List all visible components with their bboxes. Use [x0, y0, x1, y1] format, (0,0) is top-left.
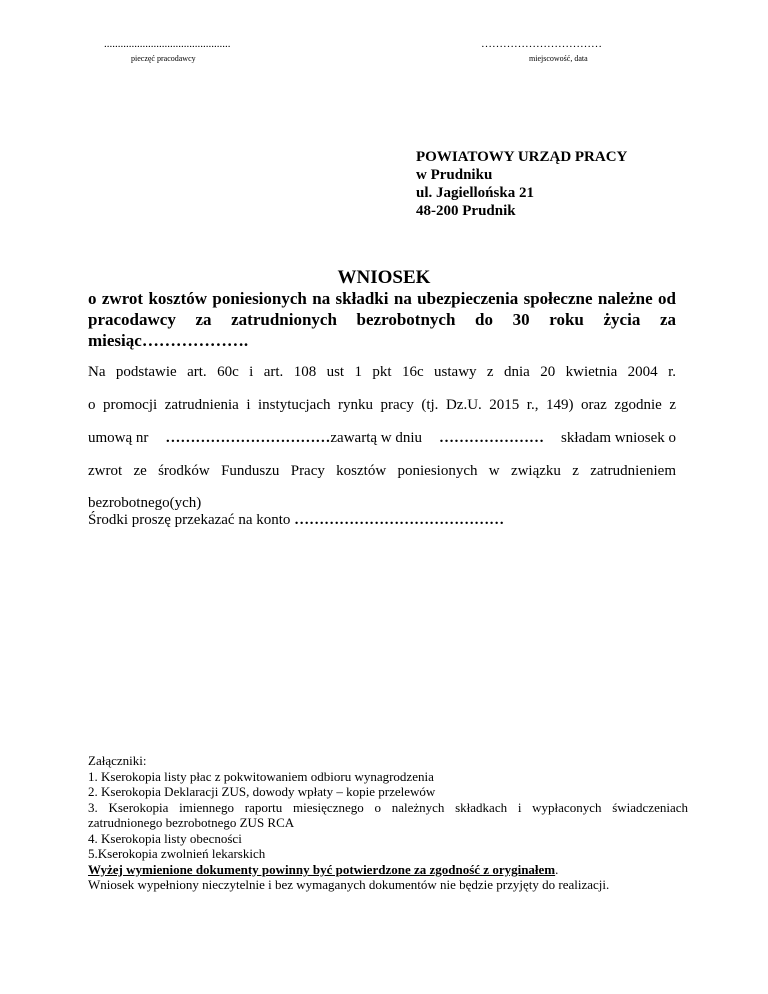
attachment-item: 3. Kserokopia imiennego raportu miesięcznego o należnych składkach i wypłaconych świadczeniach zatrudnionego bezrobotnego ZUS RCA: [88, 799, 688, 830]
addressee-line: ul. Jagiellońska 21: [416, 185, 534, 201]
addressee-block: [416, 148, 627, 220]
attachments-list: [88, 753, 688, 893]
place-date-caption: miejscowość, data: [529, 54, 588, 63]
attachment-item: 1. Kserokopia listy płac z pokwitowaniem odbioru wynagrodzenia: [88, 768, 434, 784]
contract-date-label: zawartą w dniu: [330, 430, 423, 446]
addressee-line: POWIATOWY URZĄD PRACY: [416, 149, 628, 165]
body-line: o promocji zatrudnienia i instytucjach rynku pracy (tj. Dz.U. 2015 r., 149) oraz zgodnie z: [88, 397, 676, 413]
account-line: [88, 512, 676, 529]
contract-label: umową nr: [88, 430, 149, 446]
contract-date-dots: …………………: [439, 430, 545, 446]
body-line: bezrobotnego(ych): [88, 495, 202, 511]
account-dots: ……………………………………: [294, 512, 505, 528]
body-line: zwrot ze środków Funduszu Pracy kosztów poniesionych w związku z zatrudnieniem: [88, 463, 676, 479]
attachment-item: 5.Kserokopia zwolnień lekarskich: [88, 846, 266, 861]
document-subtitle: o zwrot kosztów poniesionych na składki na ubezpieczenia społeczne należne od pracodawcy za zatrudnionych bezrobotnych do 30 roku życia za miesiąc……………….: [88, 289, 676, 350]
attachment-item: 2. Kserokopia Deklaracji ZUS, dowody wpłaty – kopie przelewów: [88, 784, 436, 799]
employer-stamp-caption: pieczęć pracodawcy: [131, 54, 196, 63]
legibility-note: Wniosek wypełniony nieczytelnie i bez wymaganych dokumentów nie będzie przyjęty do realizacji.: [88, 877, 610, 892]
body-line-contract: [88, 430, 676, 447]
document-title: WNIOSEK: [337, 267, 431, 288]
certification-note-bold: Wyżej wymienione dokumenty powinny być potwierdzone za zgodność z oryginałem: [88, 861, 556, 877]
certification-note: [88, 862, 688, 878]
employer-stamp-dots: ..............................................: [104, 38, 231, 50]
request-text: składam wniosek o: [561, 430, 676, 446]
addressee-line: 48-200 Prudnik: [416, 203, 516, 219]
attachments-heading: Załączniki:: [88, 753, 147, 768]
contract-number-dots: ……………………………: [165, 430, 331, 446]
place-date-dots: ……………………………: [481, 38, 602, 50]
certification-note-end: .: [555, 861, 559, 877]
account-label: Środki proszę przekazać na konto: [88, 512, 291, 528]
body-line: Na podstawie art. 60c i art. 108 ust 1 pkt 16c ustawy z dnia 20 kwietnia 2004 r.: [88, 364, 676, 380]
addressee-line: w Prudniku: [416, 167, 493, 183]
attachment-item: 4. Kserokopia listy obecności: [88, 830, 242, 846]
